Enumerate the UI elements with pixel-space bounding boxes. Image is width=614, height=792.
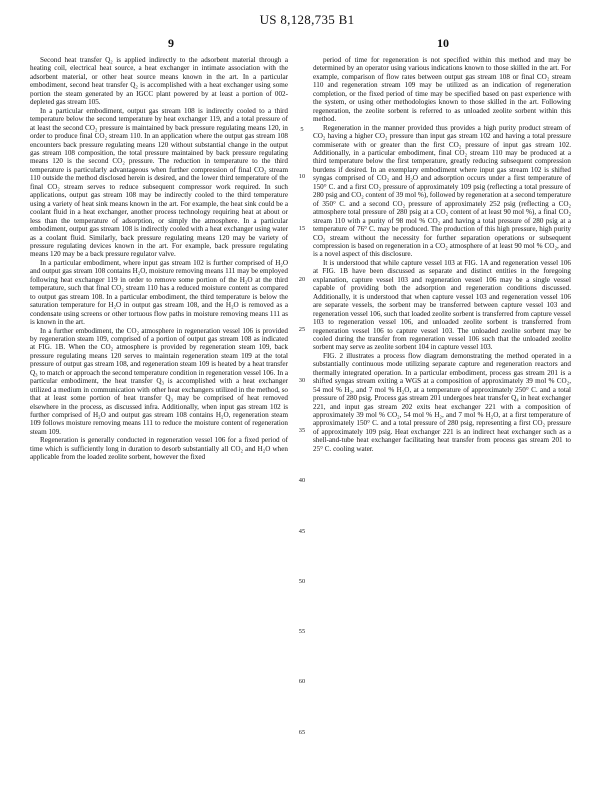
right-column bbox=[313, 56, 571, 453]
line-number: 60 bbox=[298, 678, 306, 685]
line-number: 50 bbox=[298, 578, 306, 585]
line-number: 25 bbox=[298, 326, 306, 333]
line-number: 40 bbox=[298, 477, 306, 484]
line-number: 20 bbox=[298, 276, 306, 283]
paragraph: Regeneration is generally conducted in regeneration vessel 106 for a fixed period of time which is sufficiently long in duration to desorb substantially all CO₂ and H₂O when applicable from the loaded zeolite sorbent, however the fixed bbox=[30, 436, 288, 462]
paragraph: In a particular embodiment, output gas stream 108 is indirectly cooled to a third temperature below the second temperature by heat exchanger 119, and a total pressure of at least the second CO₂ pressure is maintained by back pressure regulating means 120, in order to produce final CO₂ stream 110. In an application where the output gas stream 108 encounters back pressure regulating means 120 without substantial change in the output gas stream 108 composition, the total pressure maintained by back pressure regulating means 120 is the second CO₂ pressure. The reduction in temperature to the third temperature is particularly advantageous when further compression of final CO₂ stream 110 outside the method disclosed herein is desired, and the lower third temperature of the final CO₂ stream serves to reduce subsequent compressor work required. In such applications, output gas stream 108 may be indirectly cooled to the third temperature using a variety of heat sink means known in the art. For example, the heat sink could be a coolant fluid in a heat exchanger, another process technology requiring heat at about or less than the temperature of adsorption, or simply the atmosphere. In a particular embodiment, output gas stream 108 is indirectly cooled with a heat exchanger using water as a coolant fluid. Similarly, back pressure regulating means 120 may be variety of pressure regulating devices known in the art. For example, back pressure regulating means 120 may be a back pressure regulator valve. bbox=[30, 106, 288, 259]
line-number: 30 bbox=[298, 377, 306, 384]
line-number: 45 bbox=[298, 528, 306, 535]
line-number: 10 bbox=[298, 173, 306, 180]
line-number: 35 bbox=[298, 427, 306, 434]
paragraph: period of time for regeneration is not specified within this method and may be determined by an operator using various indications known to those skilled in the art. For example, comparison of flow rates between output gas stream 108 or final CO₂ stream 110 and regeneration stream 109 may be utilized as an indication of regeneration completion, or the fixed period of time may be specified based on past experience with the system, or using other methodologies known to those skilled in the art. Following regeneration, the zeolite sorbent is referred to as unloaded zeolite sorbent within this method. bbox=[313, 56, 571, 124]
page-number-left: 9 bbox=[168, 36, 174, 50]
left-column bbox=[30, 56, 288, 462]
paragraph: In a further embodiment, the CO₂ atmosphere in regeneration vessel 106 is provided by regeneration steam 109, comprised of a portion of output gas stream 108 as indicated at FIG. 1B. When the CO₂ atmosphere is provided by regeneration steam 109, back pressure regulating means 120 serves to maintain regeneration steam 109 at the total pressure of output gas stream 108, and regeneration steam 109 is heated by a heat transfer Q₃ to match or approach the second temperature condition in regeneration vessel 106. In a particular embodiment, the heat transfer Q₃ is accomplished with a heat exchanger utilized a medium in communication with other heat exchangers utilized in the method, so that at least some portion of heat transfer Q₃ may be comprised of heat removed elsewhere in the process, as discussed infra. Additionally, when input gas stream 102 is further comprised of H₂O and output gas stream 108 contains H₂O, regeneration steam 109 follows moisture removing means 111 to reduce the moisture content of regeneration steam 109. bbox=[30, 326, 288, 436]
line-number: 5 bbox=[300, 126, 304, 133]
paragraph: It is understood that while capture vessel 103 at FIG. 1A and regeneration vessel 106 at FIG. 1B have been discussed as separate and distinct entities in the foregoing explanation, capture vessel 103 and regeneration vessel 106 may be a single vessel capable of providing both the adsorption and regeneration conditions discussed. Additionally, it is understood that when capture vessel 103 and regeneration vessel 106 are separate vessels, the sorbent may be transferred between capture vessel 103 and regeneration vessel 106, such that loaded zeolite sorbent is transferred from capture vessel 103 to regeneration vessel 106, and unloaded zeolite sorbent is transferred from regeneration vessel 106 to capture vessel 103. The unloaded zeolite sorbent may be cooled during the transfer from regeneration vessel 106 such that the unloaded zeolite sorbent may serve as zeolite sorbent 104 in capture vessel 103. bbox=[313, 258, 571, 352]
paragraph: Second heat transfer Q₂ is applied indirectly to the adsorbent material through a heating coil, electrical heat source, a heat exchanger in intimate association with the adsorbent material, or other heat source means known in the art. In a particular embodiment, second heat transfer Q₂ is accomplished with a heat exchanger using some portion the steam generated by an IGCC plant powered by at least a portion of 002-depleted gas stream 105. bbox=[30, 56, 288, 107]
patent-number: US 8,128,735 B1 bbox=[259, 12, 355, 27]
line-number: 65 bbox=[298, 729, 306, 736]
page-number-right: 10 bbox=[437, 36, 449, 50]
paragraph: In a particular embodiment, where input gas stream 102 is further comprised of H₂O and output gas stream 108 contains H₂O, moisture removing means 111 may be employed following heat exchanger 119 in order to remove some portion of the H₂O at the third temperature, such that final CO₂ stream 110 has a reduced moisture content as compared to output gas stream 108. In a particular embodiment, the third temperature is below the saturation temperature for H₂O in output gas stream 108, and the H₂O is removed as a condensate using screens or other tortuous flow paths in moisture removing means 111 as is known in the art. bbox=[30, 258, 288, 327]
line-number: 15 bbox=[298, 225, 306, 232]
paragraph: Regeneration in the manner provided thus provides a high purity product stream of CO₂ having a higher CO₂ pressure than input gas stream 102 and having a total pressure commiserate with or greater than the first CO₂ pressure of input gas stream 102. Additionally, in a particular embodiment, final CO₂ stream 110 may be produced at a third temperature below the first temperature, greatly reducing subsequent compression burdens if desired. In an exemplary embodiment where input gas stream 102 is shifted syngas comprised of CO₂ and H₂O and adsorption occurs under a first temperature of 150° C. and a first CO₂ pressure of approximately 109 psig (reflecting a total pressure of 280 psig and CO₂ content of 39 mol %), followed by regeneration at a second temperature of 350° C. and a second CO₂ pressure of approximately 252 psig (reflecting a CO₂ atmosphere total pressure of 280 psig at a CO₂ content of at least 90 mol %), a final CO₂ stream 110 with a purity of 98 mol % CO₂ and having a total pressure of 280 psig at a temperature of 76° C. may be produced. The production of this high pressure, high purity CO₂ stream without the necessity for further separation operations or subsequent compression is based on regeneration in a CO₂ atmosphere of at least 90 mol % CO₂, and is a novel aspect of this disclosure. bbox=[313, 123, 571, 259]
line-number: 55 bbox=[298, 628, 306, 635]
paragraph: FIG. 2 illustrates a process flow diagram demonstrating the method operated in a substantially continuous mode utilizing separate capture and regeneration reactors and thermally integrated operation. In a particular embodiment, process gas stream 201 is a shifted syngas stream exiting a WGS at a composition of approximately 39 mol % CO₂, 54 mol % H₂, and 7 mol % H₂O, at a temperature of approximately 250° C. and a total pressure of 280 psig. Process gas stream 201 undergoes heat transfer Q₄ in heat exchanger 221, and input gas stream 202 exits heat exchanger 221 with a composition of approximately 39 mol % CO₂, 54 mol % H₂, and 7 mol % H₂O, at a first temperature of approximately 150° C. and a total pressure of 280 psig, representing a first CO₂ pressure of approximately 109 psig. Heat exchanger 221 is an indirect heat exchanger such as a shell-and-tube heat exchanger facilitating heat transfer from process gas stream 201 to 25° C. cooling water. bbox=[313, 351, 571, 453]
